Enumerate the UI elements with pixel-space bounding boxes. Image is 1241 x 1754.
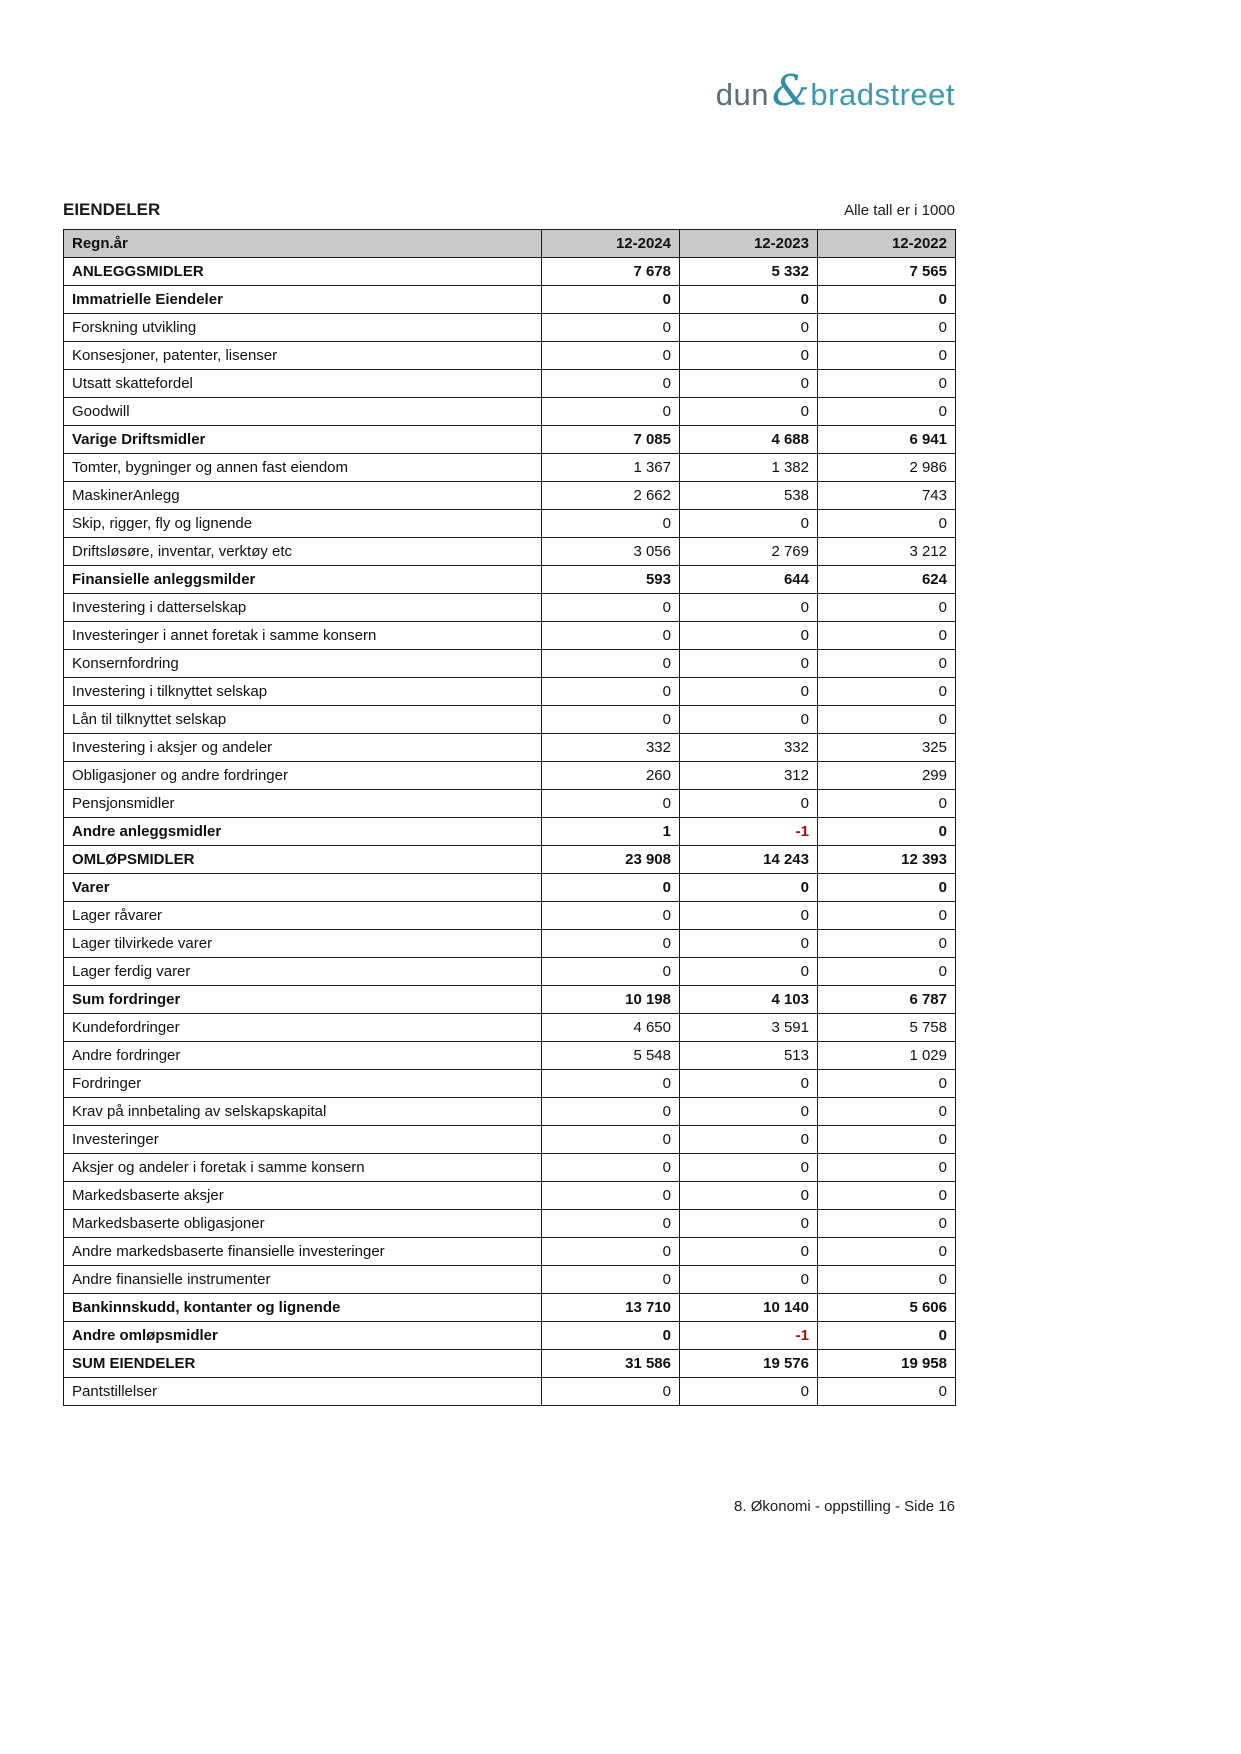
row-value: 743 <box>818 482 956 510</box>
row-value: 0 <box>542 958 680 986</box>
row-value: 0 <box>542 902 680 930</box>
row-value: 0 <box>680 314 818 342</box>
table-row <box>64 1210 956 1238</box>
row-value: 3 591 <box>680 1014 818 1042</box>
logo-text-dun: dun <box>715 77 770 112</box>
row-value: 0 <box>818 930 956 958</box>
table-header <box>64 230 956 258</box>
row-value: 1 029 <box>818 1042 956 1070</box>
row-value: 513 <box>680 1042 818 1070</box>
row-label: Obligasjoner og andre fordringer <box>64 762 542 790</box>
row-value: 0 <box>818 790 956 818</box>
row-value: 10 140 <box>680 1294 818 1322</box>
row-value: 0 <box>818 370 956 398</box>
row-value: 0 <box>680 342 818 370</box>
table-row <box>64 846 956 874</box>
table-row <box>64 566 956 594</box>
row-value: 644 <box>680 566 818 594</box>
table-row <box>64 1238 956 1266</box>
table-row <box>64 706 956 734</box>
row-value: 1 367 <box>542 454 680 482</box>
row-value: 0 <box>542 930 680 958</box>
row-label: Forskning utvikling <box>64 314 542 342</box>
balance-sheet-table <box>63 229 956 1406</box>
table-row <box>64 1294 956 1322</box>
table-row <box>64 958 956 986</box>
row-label: Lager råvarer <box>64 902 542 930</box>
row-value: 0 <box>680 1070 818 1098</box>
row-value: -1 <box>680 818 818 846</box>
table-row <box>64 398 956 426</box>
row-label: Markedsbaserte aksjer <box>64 1182 542 1210</box>
row-value: 0 <box>818 1126 956 1154</box>
table-row <box>64 426 956 454</box>
row-label: Pantstillelser <box>64 1378 542 1406</box>
row-label: Varige Driftsmidler <box>64 426 542 454</box>
row-value: 0 <box>542 398 680 426</box>
row-label: Andre anleggsmidler <box>64 818 542 846</box>
table-row <box>64 1266 956 1294</box>
row-value: 0 <box>542 1266 680 1294</box>
table-row <box>64 650 956 678</box>
row-value: 1 382 <box>680 454 818 482</box>
row-value: 0 <box>542 650 680 678</box>
table-row <box>64 1098 956 1126</box>
row-value: 593 <box>542 566 680 594</box>
table-row <box>64 762 956 790</box>
row-value: 0 <box>542 1322 680 1350</box>
ampersand-icon: & <box>772 66 810 115</box>
row-value: 2 769 <box>680 538 818 566</box>
row-value: 0 <box>818 510 956 538</box>
row-value: 0 <box>680 1154 818 1182</box>
row-label: Bankinnskudd, kontanter og lignende <box>64 1294 542 1322</box>
row-label: SUM EIENDELER <box>64 1350 542 1378</box>
row-value: 0 <box>818 1182 956 1210</box>
row-value: 13 710 <box>542 1294 680 1322</box>
row-value: 0 <box>680 874 818 902</box>
table-row <box>64 1322 956 1350</box>
row-value: 0 <box>542 286 680 314</box>
row-label: Kundefordringer <box>64 1014 542 1042</box>
row-label: ANLEGGSMIDLER <box>64 258 542 286</box>
row-value: 0 <box>542 678 680 706</box>
row-value: 0 <box>542 510 680 538</box>
row-value: 0 <box>818 1238 956 1266</box>
logo-text-bradstreet: bradstreet <box>810 77 955 112</box>
row-value: 0 <box>680 678 818 706</box>
table-row <box>64 1378 956 1406</box>
table-row <box>64 902 956 930</box>
table-row <box>64 734 956 762</box>
row-value: 0 <box>680 1126 818 1154</box>
row-value: 5 758 <box>818 1014 956 1042</box>
row-label: Krav på innbetaling av selskapskapital <box>64 1098 542 1126</box>
row-label: Konsernfordring <box>64 650 542 678</box>
row-value: 0 <box>680 622 818 650</box>
row-value: 4 688 <box>680 426 818 454</box>
row-value: 0 <box>680 930 818 958</box>
table-row <box>64 622 956 650</box>
row-label: Aksjer og andeler i foretak i samme konsern <box>64 1154 542 1182</box>
row-value: 2 986 <box>818 454 956 482</box>
table-row <box>64 818 956 846</box>
row-value: 332 <box>680 734 818 762</box>
row-value: 23 908 <box>542 846 680 874</box>
row-value: 0 <box>680 706 818 734</box>
row-value: 0 <box>680 1098 818 1126</box>
table-row <box>64 1182 956 1210</box>
table-row <box>64 538 956 566</box>
row-label: Investering i tilknyttet selskap <box>64 678 542 706</box>
row-value: 312 <box>680 762 818 790</box>
table-row <box>64 454 956 482</box>
row-value: 0 <box>680 286 818 314</box>
row-value: 7 678 <box>542 258 680 286</box>
column-header-12-2024: 12-2024 <box>542 230 680 258</box>
table-row <box>64 790 956 818</box>
row-label: Varer <box>64 874 542 902</box>
row-value: 5 606 <box>818 1294 956 1322</box>
row-value: 5 548 <box>542 1042 680 1070</box>
table-row <box>64 1350 956 1378</box>
row-value: 624 <box>818 566 956 594</box>
row-label: Investering i aksjer og andeler <box>64 734 542 762</box>
row-value: 0 <box>680 594 818 622</box>
row-value: 0 <box>818 342 956 370</box>
row-value: 0 <box>818 958 956 986</box>
table-row <box>64 342 956 370</box>
row-value: 538 <box>680 482 818 510</box>
row-label: Skip, rigger, fly og lignende <box>64 510 542 538</box>
row-value: 4 103 <box>680 986 818 1014</box>
page-footer: 8. Økonomi - oppstilling - Side 16 <box>734 1498 955 1515</box>
column-header-regnar: Regn.år <box>64 230 542 258</box>
row-value: 260 <box>542 762 680 790</box>
row-value: 0 <box>818 1266 956 1294</box>
row-label: Fordringer <box>64 1070 542 1098</box>
row-value: 0 <box>680 1210 818 1238</box>
row-label: Lån til tilknyttet selskap <box>64 706 542 734</box>
row-label: Immatrielle Eiendeler <box>64 286 542 314</box>
dnb-logo <box>63 66 955 115</box>
row-value: -1 <box>680 1322 818 1350</box>
row-label: Sum fordringer <box>64 986 542 1014</box>
row-value: 0 <box>542 1238 680 1266</box>
row-value: 0 <box>680 1378 818 1406</box>
row-value: 0 <box>818 594 956 622</box>
row-value: 0 <box>542 1378 680 1406</box>
row-label: Lager tilvirkede varer <box>64 930 542 958</box>
row-value: 10 198 <box>542 986 680 1014</box>
row-label: Driftsløsøre, inventar, verktøy etc <box>64 538 542 566</box>
row-value: 0 <box>680 510 818 538</box>
row-value: 0 <box>818 1154 956 1182</box>
row-value: 0 <box>818 1378 956 1406</box>
row-value: 0 <box>818 1322 956 1350</box>
table-row <box>64 286 956 314</box>
row-value: 0 <box>542 1210 680 1238</box>
row-value: 0 <box>542 1098 680 1126</box>
row-value: 1 <box>542 818 680 846</box>
row-value: 0 <box>680 370 818 398</box>
table-body <box>64 258 956 1406</box>
row-value: 0 <box>818 314 956 342</box>
row-value: 0 <box>542 622 680 650</box>
table-row <box>64 1126 956 1154</box>
row-value: 0 <box>818 1070 956 1098</box>
table-row <box>64 1154 956 1182</box>
row-value: 0 <box>680 902 818 930</box>
row-value: 299 <box>818 762 956 790</box>
row-label: Goodwill <box>64 398 542 426</box>
table-row <box>64 370 956 398</box>
row-value: 0 <box>542 1154 680 1182</box>
row-value: 0 <box>680 790 818 818</box>
row-value: 0 <box>542 1126 680 1154</box>
row-value: 0 <box>818 398 956 426</box>
row-value: 0 <box>818 1098 956 1126</box>
row-value: 7 085 <box>542 426 680 454</box>
row-value: 0 <box>542 594 680 622</box>
row-value: 4 650 <box>542 1014 680 1042</box>
row-value: 2 662 <box>542 482 680 510</box>
row-value: 0 <box>542 1182 680 1210</box>
row-value: 0 <box>818 902 956 930</box>
row-label: Andre omløpsmidler <box>64 1322 542 1350</box>
row-value: 12 393 <box>818 846 956 874</box>
table-row <box>64 678 956 706</box>
document-page <box>63 0 955 1406</box>
row-label: OMLØPSMIDLER <box>64 846 542 874</box>
row-value: 14 243 <box>680 846 818 874</box>
row-label: MaskinerAnlegg <box>64 482 542 510</box>
row-label: Andre finansielle instrumenter <box>64 1266 542 1294</box>
row-value: 3 056 <box>542 538 680 566</box>
row-value: 0 <box>818 650 956 678</box>
units-note: Alle tall er i 1000 <box>844 202 955 219</box>
row-value: 0 <box>680 398 818 426</box>
row-value: 6 941 <box>818 426 956 454</box>
column-header-12-2023: 12-2023 <box>680 230 818 258</box>
table-row <box>64 930 956 958</box>
row-label: Tomter, bygninger og annen fast eiendom <box>64 454 542 482</box>
row-value: 0 <box>680 1182 818 1210</box>
table-row <box>64 594 956 622</box>
row-value: 0 <box>542 1070 680 1098</box>
row-value: 325 <box>818 734 956 762</box>
column-header-12-2022: 12-2022 <box>818 230 956 258</box>
row-value: 0 <box>818 874 956 902</box>
row-value: 0 <box>818 706 956 734</box>
row-value: 0 <box>542 874 680 902</box>
row-label: Lager ferdig varer <box>64 958 542 986</box>
row-label: Investeringer <box>64 1126 542 1154</box>
row-value: 0 <box>542 790 680 818</box>
row-value: 0 <box>680 650 818 678</box>
table-row <box>64 1014 956 1042</box>
row-value: 332 <box>542 734 680 762</box>
table-row <box>64 314 956 342</box>
table-row <box>64 1042 956 1070</box>
row-value: 3 212 <box>818 538 956 566</box>
row-label: Andre markedsbaserte finansielle investeringer <box>64 1238 542 1266</box>
row-label: Markedsbaserte obligasjoner <box>64 1210 542 1238</box>
row-label: Utsatt skattefordel <box>64 370 542 398</box>
row-label: Konsesjoner, patenter, lisenser <box>64 342 542 370</box>
table-row <box>64 874 956 902</box>
row-value: 0 <box>542 706 680 734</box>
row-value: 31 586 <box>542 1350 680 1378</box>
row-value: 0 <box>542 370 680 398</box>
row-value: 0 <box>680 1266 818 1294</box>
section-header <box>63 200 955 220</box>
table-row <box>64 986 956 1014</box>
table-row <box>64 510 956 538</box>
table-header-row <box>64 230 956 258</box>
table-row <box>64 482 956 510</box>
row-value: 0 <box>818 1210 956 1238</box>
row-value: 0 <box>818 286 956 314</box>
page-title: EIENDELER <box>63 200 161 219</box>
row-label: Pensjonsmidler <box>64 790 542 818</box>
row-value: 0 <box>680 958 818 986</box>
row-value: 0 <box>542 342 680 370</box>
row-label: Finansielle anleggsmilder <box>64 566 542 594</box>
row-label: Andre fordringer <box>64 1042 542 1070</box>
row-value: 5 332 <box>680 258 818 286</box>
table-row <box>64 1070 956 1098</box>
row-value: 6 787 <box>818 986 956 1014</box>
row-label: Investering i datterselskap <box>64 594 542 622</box>
row-value: 7 565 <box>818 258 956 286</box>
row-value: 19 958 <box>818 1350 956 1378</box>
row-value: 0 <box>818 678 956 706</box>
row-value: 0 <box>818 622 956 650</box>
table-row <box>64 258 956 286</box>
row-value: 0 <box>680 1238 818 1266</box>
row-value: 0 <box>542 314 680 342</box>
row-label: Investeringer i annet foretak i samme konsern <box>64 622 542 650</box>
row-value: 19 576 <box>680 1350 818 1378</box>
row-value: 0 <box>818 818 956 846</box>
